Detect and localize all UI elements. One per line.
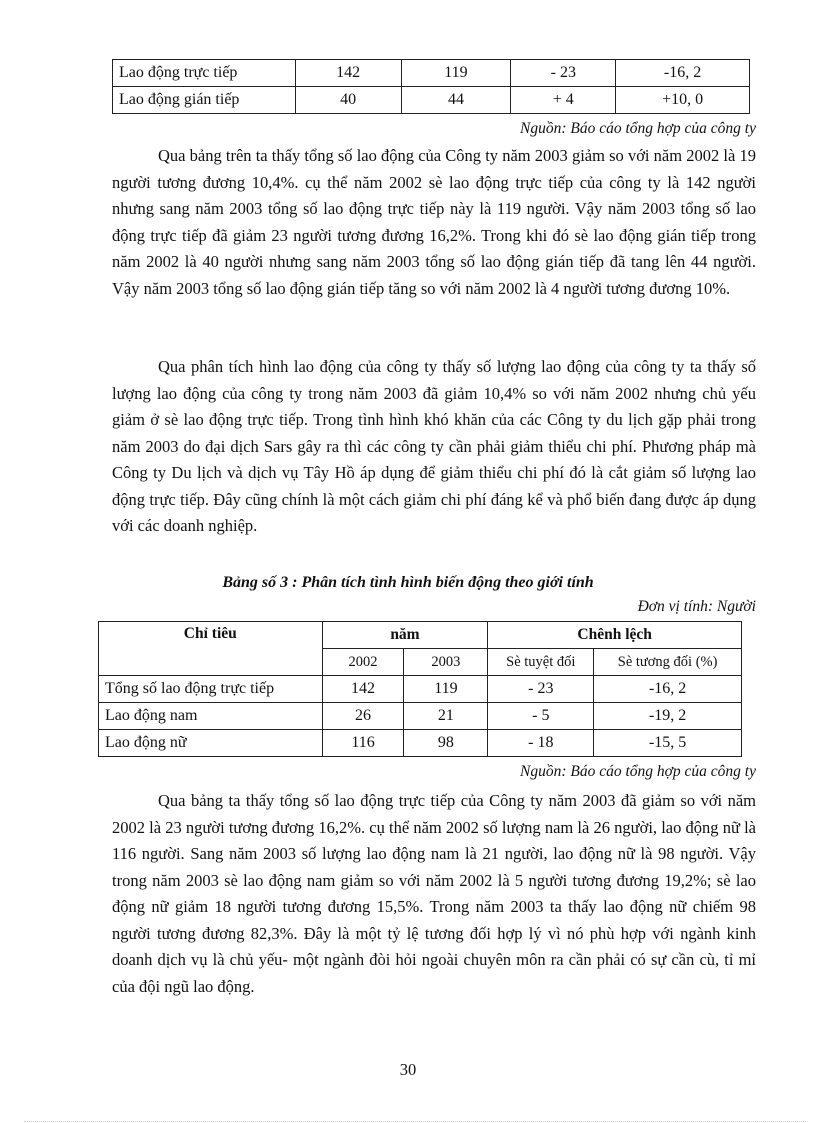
absolute-diff: - 5 [488, 703, 594, 730]
value-2002: 40 [295, 87, 401, 114]
table-source-note: Nguồn: Báo cáo tổng hợp của công ty [520, 763, 756, 780]
header-difference: Chênh lệch [488, 622, 742, 649]
labor-table-continuation [112, 59, 750, 114]
relative-diff: -16, 2 [616, 60, 750, 87]
value-2003: 21 [404, 703, 488, 730]
relative-diff: +10, 0 [616, 87, 750, 114]
paragraph-2: Qua phân tích hình lao động của công ty thấy số lượng lao động của công ty ta thấy số lượng lao động của công ty trong năm 2003 đã giảm 10,4% so với năm 2002 nhưng chủ yếu giảm ở sè lao động trực tiếp. Trong tình hình khó khăn của các Công ty du lịch gặp phải trong năm 2003 do đại dịch Sars gây ra thì các công ty cần phải giảm thiểu chi phí. Phương pháp mà Công ty Du lịch và dịch vụ Tây Hồ áp dụng để giảm thiểu chi phí đó là cắt giảm số lượng lao động trực tiếp. Đây cũng chính là một cách giảm chi phí đáng kể và phổ biến đang được áp dụng với các doanh nghiệp. [112, 357, 756, 535]
relative-diff: -19, 2 [594, 703, 742, 730]
table-row [113, 60, 750, 87]
paragraph-3: Qua bảng ta thấy tổng số lao động trực tiếp của Công ty năm 2003 đã giảm so với năm 2002 là 23 người tương đương 16,2%. cụ thể năm 2002 số lượng nam là 26 người, lao động nữ là 116 người. Sang năm 2003 số lượng lao động nam là 21 người, lao động nữ là 98 người. Vậy trong năm 2003 sè lao động nam giảm so với năm 2002 là 5 người tương đương 19,2%; sè lao động nữ giảm 18 người tương đương 15,5%. Trong năm 2003 ta thấy lao động nữ chiếm 98 người tương đương 82,3%. Đây là một tỷ lệ tương đối hợp lý vì nó phù hợp với ngành kinh doanh dịch vụ là chủ yếu- một ngành đòi hỏi ngoài chuyên môn ra cần phải có sự cần cù, tỉ mỉ của đội ngũ lao động. [112, 791, 756, 996]
row-label: Lao động nam [99, 703, 323, 730]
row-label: Tổng số lao động trực tiếp [99, 676, 323, 703]
value-2003: 119 [404, 676, 488, 703]
absolute-diff: + 4 [511, 87, 616, 114]
row-label: Lao động trực tiếp [113, 60, 296, 87]
value-2003: 98 [404, 730, 488, 757]
header-2002: 2002 [322, 649, 404, 676]
header-indicator: Chỉ tiêu [99, 622, 323, 676]
value-2002: 116 [322, 730, 404, 757]
table-source-note: Nguồn: Báo cáo tổng hợp của công ty [520, 120, 756, 137]
page-bottom-divider [24, 1121, 806, 1122]
table-unit: Đơn vị tính: Người [637, 598, 756, 615]
absolute-diff: - 23 [488, 676, 594, 703]
header-relative: Sè tương đối (%) [594, 649, 742, 676]
header-absolute: Sè tuyệt đối [488, 649, 594, 676]
relative-diff: -16, 2 [594, 676, 742, 703]
value-2003: 44 [401, 87, 511, 114]
value-2002: 142 [295, 60, 401, 87]
table-row [113, 87, 750, 114]
absolute-diff: - 18 [488, 730, 594, 757]
paragraph-1: Qua bảng trên ta thấy tổng số lao động của Công ty năm 2003 giảm so với năm 2002 là 19 người tương đương 10,4%. cụ thể năm 2002 sè lao động trực tiếp của công ty là 142 người nhưng sang năm 2003 tổng số lao động trực tiếp này là 119 người. Vậy năm 2003 tổng số lao động trực tiếp đã giảm 23 người tương đương 16,2%. Trong khi đó sè lao động gián tiếp trong năm 2002 là 40 người nhưng sang năm 2003 tổng số lao động gián tiếp đã tang lên 44 người. Vậy năm 2003 tổng số lao động gián tiếp tăng so với năm 2002 là 4 người tương đương 10%. [112, 146, 756, 298]
table-row [99, 703, 742, 730]
relative-diff: -15, 5 [594, 730, 742, 757]
gender-labor-table [98, 621, 742, 757]
absolute-diff: - 23 [511, 60, 616, 87]
value-2003: 119 [401, 60, 511, 87]
header-year: năm [322, 622, 488, 649]
value-2002: 142 [322, 676, 404, 703]
header-2003: 2003 [404, 649, 488, 676]
row-label: Lao động gián tiếp [113, 87, 296, 114]
value-2002: 26 [322, 703, 404, 730]
table-row [99, 730, 742, 757]
table-header-row [99, 622, 742, 649]
row-label: Lao động nữ [99, 730, 323, 757]
page-number: 30 [399, 1060, 417, 1079]
table-caption: Bảng số 3 : Phân tích tình hình biến động theo giới tính [222, 574, 594, 591]
table-row [99, 676, 742, 703]
